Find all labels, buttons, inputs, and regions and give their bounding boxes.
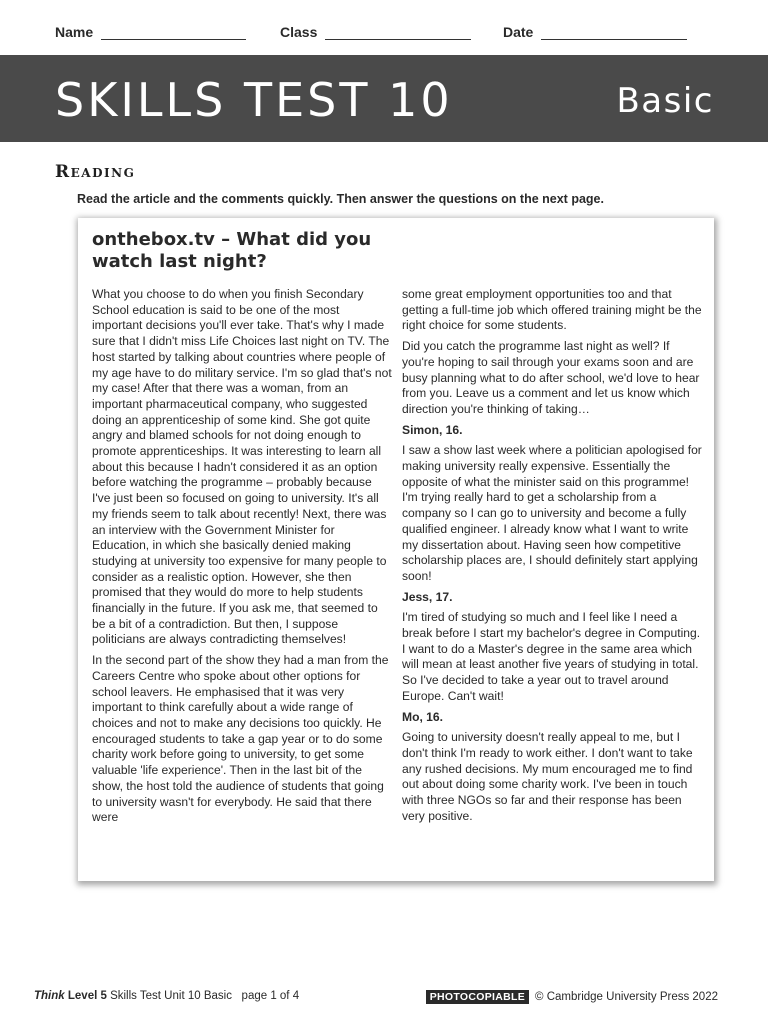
section-heading: Reading [55,162,136,182]
article-title-line-1: onthebox.tv – What did you [92,229,372,250]
footer-unit: Skills Test Unit 10 Basic [110,990,232,1002]
date-line[interactable] [541,26,687,40]
article-paragraph: What you choose to do when you finish Secondary School education is said to be one of the most important decisions you'll ever take. That's why I made sure that I didn't miss Life Choices last night on TV. The host started by talking about countries where people of my age have to do military service. I'm so glad that's not my case! After that there was a woman, from an important pharmaceutical company, who suggested doing an apprenticeship of some kind. She got quite angry and blamed schools for not doing enough to promote apprenticeships. It was interesting to learn all about this because I hadn't considered it as an option before watching the programme – probably because I've just been so focused on going to university. It's all my friends seem to talk about recently! Next, there was an interview with the Government Minister for Education, in which she basically denied making studying at university too expensive for many people to consider as a realistic option. However, she then promised that they would do more to help students financially in the future. If you ask me, that seemed to be a bit of a contradiction. But then, I suppose politicians are always contradicting themselves! [92,287,392,647]
article-right-column [402,287,702,830]
article-title [92,229,422,273]
test-level: Basic [616,81,714,121]
comment-text: I'm tired of studying so much and I feel like I need a break before I start my bachelor's degree in Computing. I want to do a Master's degree in the same area which will mean at least another five years of studying in total. So I've decided to take a year out to travel around Europe. Can't wait! [402,610,701,703]
comment-author: Mo, 16. [402,709,443,724]
article-left-column [92,287,392,831]
class-field[interactable] [280,24,471,40]
class-line[interactable] [325,26,471,40]
article-paragraph: Did you catch the programme last night as well? If you're hoping to sail through your exams soon and are busy planning what to do after school, we'd love to hear from you. Leave us a comment and let us know which direction you're thinking of taking… [402,339,700,416]
article-paragraph: some great employment opportunities too and that getting a full-time job which offered training might be the right choice for some students. [402,287,702,333]
name-field[interactable] [55,24,246,40]
page-footer [34,990,734,1006]
name-label: Name [55,24,94,40]
photocopiable-badge: PHOTOCOPIABLE [426,990,529,1004]
test-title: SKILLS TEST 10 [55,73,453,127]
date-label: Date [503,24,534,40]
footer-level: Level 5 [67,990,107,1002]
footer-page: page 1 of 4 [241,990,300,1002]
footer-copyright: © Cambridge University Press 2022 [535,991,718,1003]
article-title-line-2: watch last night? [92,251,267,272]
footer-rights [426,990,718,1004]
footer-brand: Think [34,990,65,1002]
footer-info [34,990,299,1002]
comment-author: Simon, 16. [402,422,463,437]
article-paragraph: In the second part of the show they had a man from the Careers Centre who spoke about other options for school leavers. He emphasised that it was very important to think carefully about a wide range of choices and not to make any decisions too quickly. He encouraged students to take a gap year or to do some charity work before going to university, to get some valuable 'life experience'. Then in the last bit of the show, the host told the audience of students that going to university wasn't for everybody. He said that there were [92,653,389,825]
comment-text: Going to university doesn't really appeal to me, but I don't think I'm ready to work either. I don't want to take any rushed decisions. My mum encouraged me to find out about doing some charity work. I've been in touch with three NGOs so far and their response has been very positive. [402,730,693,823]
student-details-row [55,24,715,42]
article-box [78,218,714,881]
comment-author: Jess, 17. [402,589,453,604]
date-field[interactable] [503,24,687,40]
name-line[interactable] [101,26,246,40]
class-label: Class [280,24,318,40]
title-banner [0,55,768,142]
comment-text: I saw a show last week where a politician apologised for making university really expensive. Essentially the opposite of what the minister said on this programme! I'm trying really hard to get a scholarship from a company so I can go to university and become a fully qualified engineer. I already know what I want to write my dissertation about. Having seen how competitive scholarship places are, I should definitely start applying soon! [402,443,702,583]
instruction-text: Read the article and the comments quickly. Then answer the questions on the next page. [77,192,604,206]
